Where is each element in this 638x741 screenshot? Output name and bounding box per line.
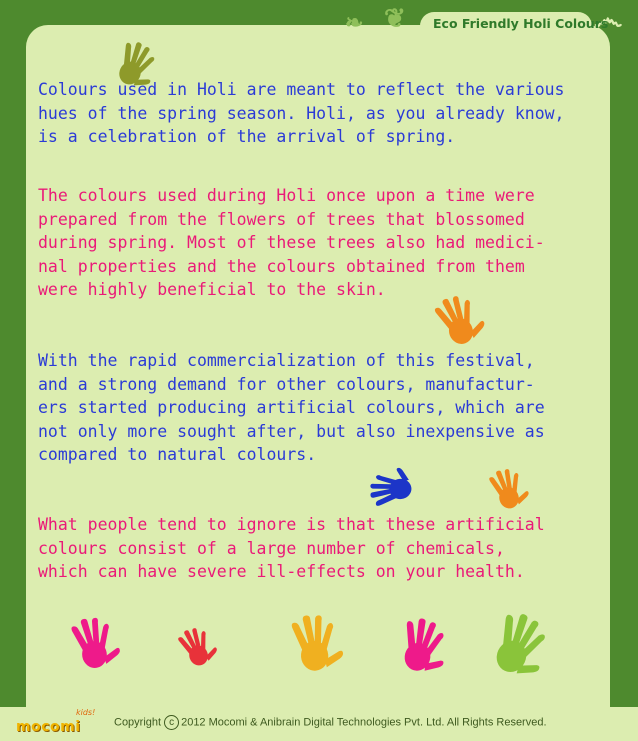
handprint-icon — [66, 612, 122, 672]
mocomi-logo — [6, 708, 102, 738]
handprint-icon — [392, 608, 450, 682]
handprint-icon — [486, 466, 530, 510]
page-title: Eco Friendly Holi Colours — [433, 16, 609, 31]
swirl-ornament-icon: ෴ — [594, 2, 623, 37]
swirl-ornament-icon: ❦ — [384, 4, 406, 34]
handprint-icon — [484, 608, 550, 680]
logo-text: mocomi — [16, 719, 81, 735]
paragraph-history: The colours used during Holi once upon a time were prepared from the flowers of trees that blossomed during spring. Most of these trees also had medici- nal properties and the colours obtained from them were highly beneficial to the skin. — [38, 186, 545, 299]
paragraph-commercialization: With the rapid commercialization of this festival, and a strong demand for other colours, manufactur- ers started producing artificial colours, which are not only more sought after, but also inexpensive as compared to natural colours. — [38, 351, 545, 464]
paragraph-warning: What people tend to ignore is that these artificial colours consist of a large number of chemicals, which can have severe ill-effects on your health. — [38, 515, 545, 581]
paragraph-intro: Colours used in Holi are meant to reflect the various hues of the spring season. Holi, as you already know, is a celebration of the arrival of spring. — [38, 80, 565, 146]
copyright-notice — [114, 715, 547, 730]
handprint-icon — [368, 462, 416, 508]
handprint-icon — [428, 290, 492, 346]
handprint-icon — [176, 624, 218, 668]
handprint-icon — [284, 606, 346, 678]
copyright-text: 2012 Mocomi & Anibrain Digital Technologies Pvt. Ltd. All Rights Reserved. — [181, 716, 547, 729]
copyright-icon: c — [164, 715, 179, 730]
swirl-ornament-icon: ❧ — [345, 10, 364, 36]
logo-tag: kids! — [76, 708, 96, 717]
copyright-prefix: Copyright — [114, 716, 162, 729]
